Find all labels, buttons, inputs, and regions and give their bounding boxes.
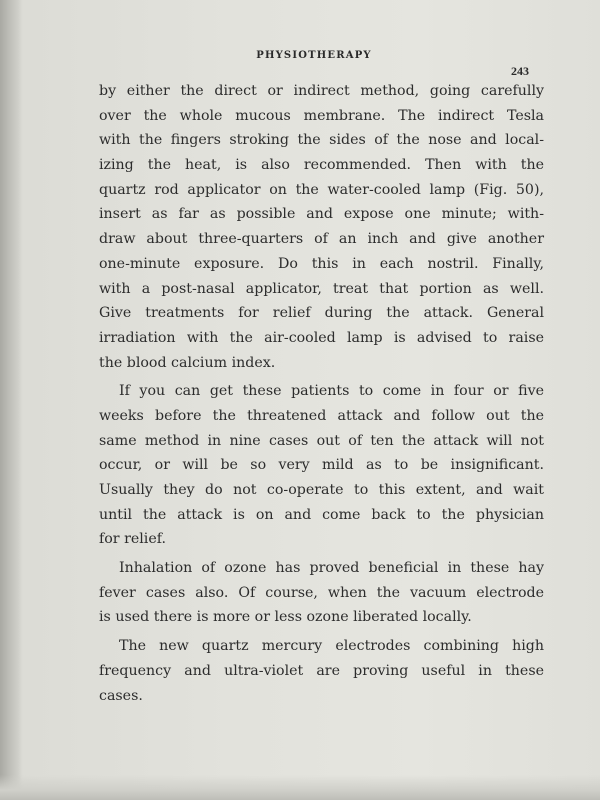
text-line: cases. (99, 687, 143, 704)
text-line: Give treatments for relief during the attack. General (99, 305, 544, 322)
text-line: one-minute exposure. Do this in each nostril. Finally, (99, 255, 544, 272)
paragraph (99, 556, 544, 630)
text-line: quartz rod applicator on the water-cooled lamp (Fig. 50), (99, 181, 544, 198)
paragraph (99, 634, 544, 708)
paragraph (99, 79, 544, 375)
text-line: irradiation with the air-cooled lamp is advised to raise (99, 329, 544, 346)
text-line: insert as far as possible and expose one minute; with- (99, 206, 544, 223)
text-line: draw about three-quarters of an inch and give another (99, 231, 544, 248)
text-line: until the attack is on and come back to the physician (99, 506, 544, 523)
text-line: is used there is more or less ozone liberated locally. (99, 609, 472, 626)
text-line: frequency and ultra-violet are proving useful in these (99, 662, 544, 679)
spine-shadow (0, 0, 22, 800)
text-line: Inhalation of ozone has proved beneficial in these hay (119, 560, 544, 577)
running-head: PHYSIOTHERAPY (256, 50, 372, 61)
text-line: for relief. (99, 531, 166, 548)
page-number: 243 (511, 64, 529, 78)
text-line: the blood calcium index. (99, 354, 276, 371)
text-line: The new quartz mercury electrodes combining high (119, 638, 544, 655)
body-text (99, 79, 544, 708)
text-line: with a post-nasal applicator, treat that portion as well. (99, 280, 544, 297)
text-line: over the whole mucous membrane. The indirect Tesla (99, 107, 544, 124)
page-bottom-edge (0, 775, 600, 800)
text-line: same method in nine cases out of ten the attack will not (99, 432, 544, 449)
text-line: izing the heat, is also recommended. Then with the (99, 157, 544, 174)
paragraph (99, 379, 544, 552)
text-line: weeks before the threatened attack and follow out the (99, 407, 544, 424)
text-line: occur, or will be so very mild as to be insignificant. (99, 457, 544, 474)
text-line: with the fingers stroking the sides of the nose and local- (99, 132, 544, 149)
text-line: by either the direct or indirect method, going carefully (99, 83, 544, 99)
text-line: fever cases also. Of course, when the vacuum electrode (99, 584, 544, 601)
text-line: Usually they do not co-operate to this extent, and wait (99, 482, 544, 498)
text-line: If you can get these patients to come in four or five (119, 383, 544, 400)
